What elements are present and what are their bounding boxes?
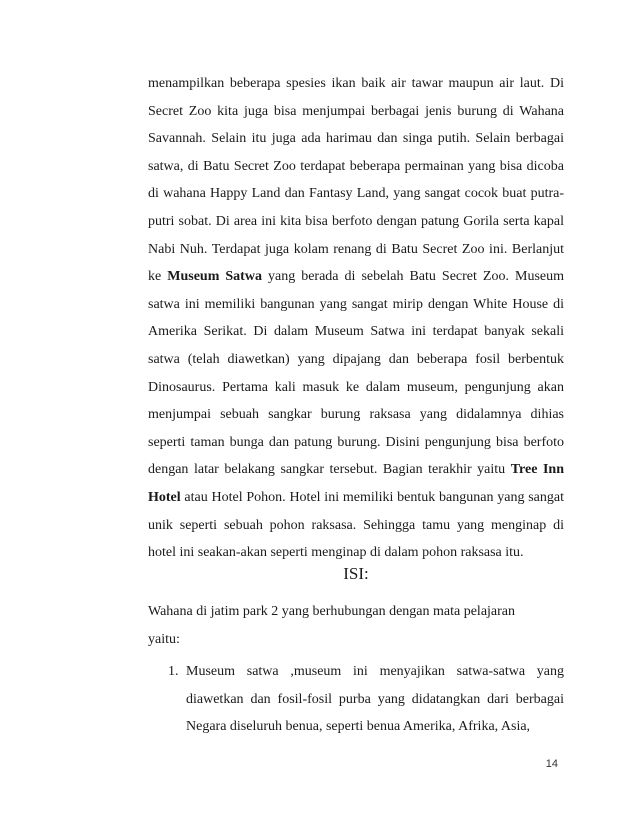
list-item-text: Museum satwa ,museum ini menyajikan satwa-satwa yang diawetkan dan fosil-fosil purba yang didatangkan dari berbagai Negara diseluruh benua, seperti benua Amerika, Afrika, Asia, — [186, 664, 564, 735]
paragraph-segment: menampilkan beberapa spesies ikan baik air tawar maupun air laut. Di Secret Zoo kita juga bisa menjumpai berbagai jenis burung di Wahana Savannah. Selain itu juga ada harimau dan singa putih. Selain berbagai satwa, di Batu Secret Zoo terdapat beberapa permainan yang bisa dicoba di wahana Happy Land dan Fantasy Land, yang sangat cocok buat putra- putri sobat. Di area ini kita bisa berfoto dengan patung Gorila serta kapal Nabi Nuh. Terdapat juga kolam renang di Batu Secret Zoo ini. Berlanjut ke — [148, 76, 564, 285]
intro-line: yaitu: — [148, 631, 180, 647]
paragraph-segment: atau Hotel Pohon. Hotel ini memiliki bentuk bangunan yang sangat unik seperti sebuah pohon raksasa. Sehingga tamu yang menginap di hotel ini seakan-akan seperti menginap di dalam pohon raksasa itu. — [148, 489, 564, 561]
museum-satwa-bold: Museum Satwa — [167, 269, 262, 285]
paragraph-text — [148, 70, 564, 567]
paragraph-segment: yang berada di sebelah Batu Secret Zoo. Museum satwa ini memiliki bangunan yang sangat mirip dengan White House di Amerika Serikat. Di dalam Museum Satwa ini terdapat banyak sekali satwa (telah diawetkan) yang dipajang dan beberapa fosil berbentuk Dinosaurus. Pertama kali masuk ke dalam museum, pengunjung akan menjumpai sebuah sangkar burung raksasa yang didalamnya dihias seperti taman bunga dan patung burung. Disini pengunjung bisa berfoto dengan latar belakang sangkar tersebut. Bagian terakhir yaitu — [148, 269, 565, 478]
body-paragraph — [148, 70, 564, 567]
section-heading: ISI: — [343, 564, 369, 583]
list-item — [148, 658, 564, 741]
intro-line: Wahana di jatim park 2 yang berhubungan dengan mata pelajaran — [148, 604, 516, 619]
intro-text — [148, 598, 564, 653]
tree-inn-hotel-bold: Tree Inn Hotel — [148, 462, 564, 505]
page-number: 14 — [545, 758, 558, 770]
list-item-number: 1. — [168, 664, 179, 679]
numbered-list — [148, 658, 564, 741]
